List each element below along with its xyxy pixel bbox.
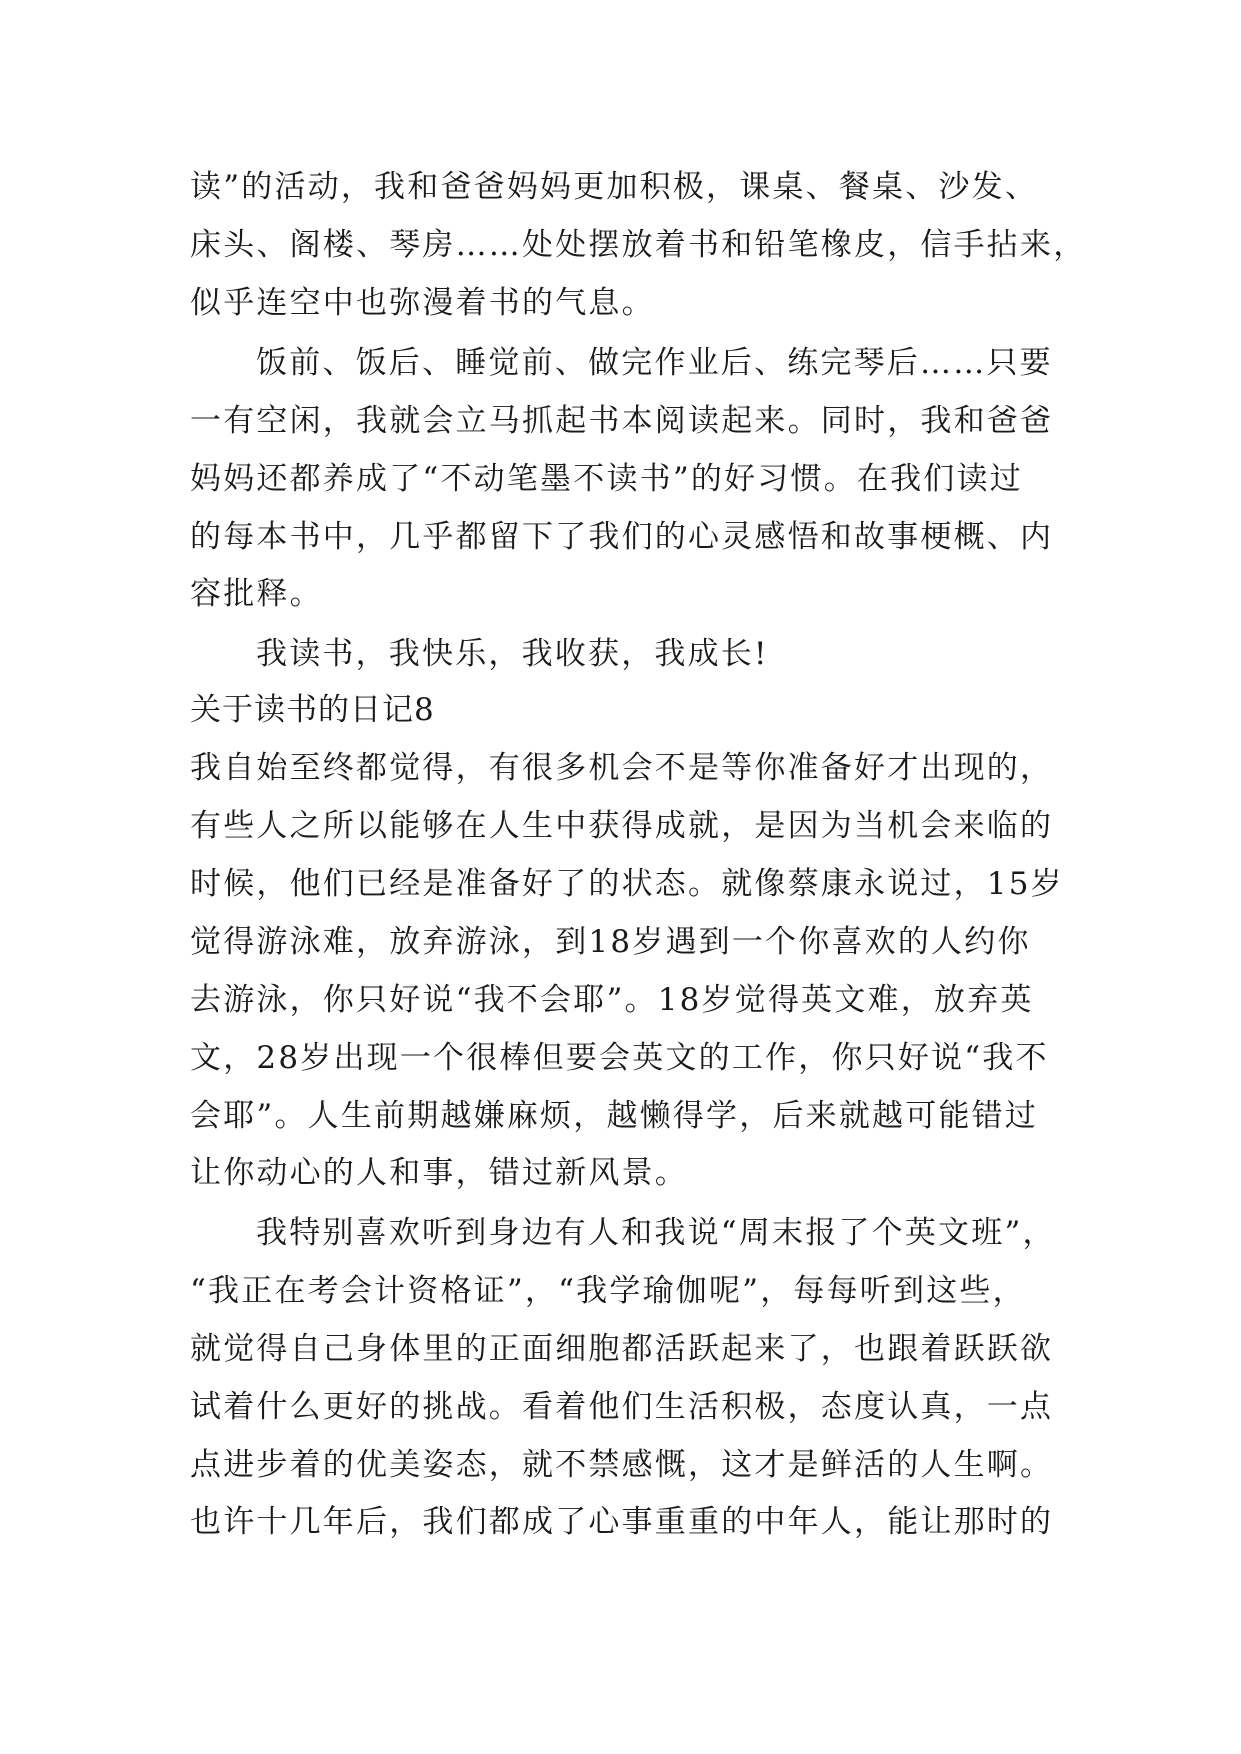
text-line: 就觉得自己身体里的正面细胞都活跃起来了，也跟着跃跃欲 — [190, 1331, 1054, 1367]
text-line: 一有空闲，我就会立马抓起书本阅读起来。同时，我和爸爸 — [190, 403, 1054, 439]
text-line: 会耶”。人生前期越嫌麻烦，越懒得学，后来就越可能错过 — [190, 1098, 1039, 1134]
text-line: 读”的活动，我和爸爸妈妈更加积极，课桌、餐桌、沙发、 — [190, 169, 1039, 205]
text-line: 点进步着的优美姿态，就不禁感慨，这才是鲜活的人生啊。 — [190, 1447, 1054, 1483]
text-line: 试着什么更好的挑战。看着他们生活积极，态度认真，一点 — [190, 1389, 1054, 1425]
section-heading: 关于读书的日记8 — [190, 692, 435, 728]
text-line: 觉得游泳难，放弃游泳，到18岁遇到一个你喜欢的人约你 — [190, 924, 1031, 960]
text-line: 时候，他们已经是准备好了的状态。就像蔡康永说过，15岁 — [190, 866, 1064, 902]
text-line: 床头、阁楼、琴房……处处摆放着书和铅笔橡皮，信手拈来， — [190, 227, 1087, 263]
text-line: 也许十几年后，我们都成了心事重重的中年人，能让那时的 — [190, 1504, 1054, 1540]
paragraph-first-line: 饭前、饭后、睡觉前、做完作业后、练完琴后……只要 — [256, 345, 1053, 381]
text-line: 的每本书中，几乎都留下了我们的心灵感悟和故事梗概、内 — [190, 519, 1054, 555]
text-line: 让你动心的人和事，错过新风景。 — [190, 1155, 688, 1191]
text-line: 似乎连空中也弥漫着书的气息。 — [190, 285, 655, 321]
text-line: “我正在考会计资格证”，“我学瑜伽呢”，每每听到这些， — [190, 1273, 1026, 1309]
text-line: 去游泳，你只好说“我不会耶”。18岁觉得英文难，放弃英 — [190, 982, 1034, 1018]
paragraph-first-line: 我特别喜欢听到身边有人和我说“周末报了个英文班”， — [256, 1215, 1056, 1251]
text-line: 文，28岁出现一个很棒但要会英文的工作，你只好说“我不 — [190, 1040, 1049, 1076]
text-line: 容批释。 — [190, 576, 323, 612]
text-line: 妈妈还都养成了“不动笔墨不读书”的好习惯。在我们读过 — [190, 461, 1023, 497]
text-line: 有些人之所以能够在人生中获得成就，是因为当机会来临的 — [190, 808, 1054, 844]
paragraph-first-line: 我读书，我快乐，我收获，我成长! — [256, 636, 769, 672]
text-line: 我自始至终都觉得，有很多机会不是等你准备好才出现的， — [190, 750, 1054, 786]
